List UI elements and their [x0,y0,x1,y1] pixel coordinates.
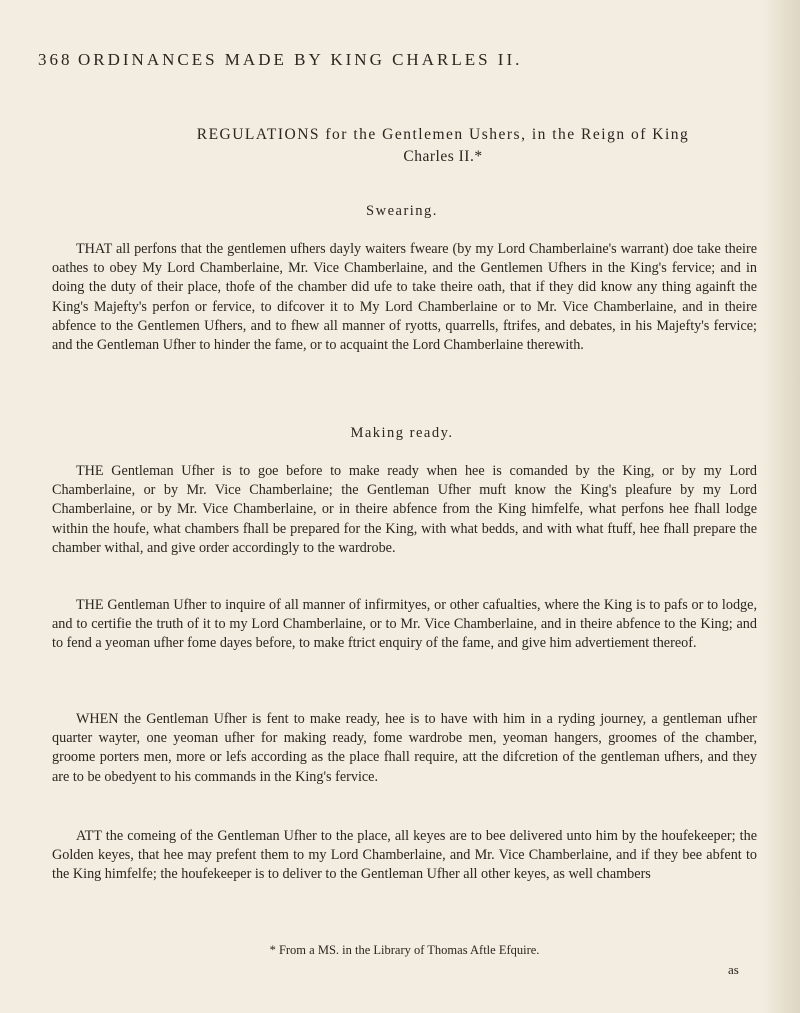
paragraph-making-ready-2: THE Gentleman Ufher to inquire of all manner of infirmityes, or other cafualties, where the King is to pafs or to lodge, and to certifie the truth of it to my Lord Chamberlaine, or to Mr. Vice Chamberlaine, and in theire abfence to the King; and to fend a yeoman ufher fome dayes before, to make ftrict enquiry of the fame, and give him advertiement thereof. [52,597,757,652]
section-heading-making-ready: Making ready. [350,425,454,441]
paragraph-making-ready-4: ATT the comeing of the Gentleman Ufher to the place, all keyes are to bee delivered unto him by the houfekeeper; the Golden keyes, that hee may prefent them to my Lord Chamberlaine, and Mr. Vice Chamberlaine, and if they bee abfent to the King himfelfe; the houfekeeper is to deliver to the Gentleman Ufher all other keyes, as well chambers [52,828,757,883]
title-line-2: Charles II.* [403,148,483,165]
catchword: as [728,962,739,977]
section-heading-swearing: Swearing. [366,203,438,219]
page-edge-shadow [762,0,800,1013]
paragraph-making-ready-1: THE Gentleman Ufher is to goe before to make ready when hee is comanded by the King, or by my Lord Chamberlaine, or by Mr. Vice Chamberlaine; the Gentleman Ufher muft know the King's pleafure by my Lord Chamberlaine, or by Mr. Vice Chamberlaine, or in theire abfence from the King himfelfe, what perfons hee fhall lodge within the houfe, what chambers fhall be prepared for the King, with what bedds, and with what ftuff, hee fhall prepare the chamber withal, and give order accordingly to the wardrobe. [52,463,757,556]
document-title [130,124,756,168]
paragraph-making-ready-3: WHEN the Gentleman Ufher is fent to make ready, hee is to have with him in a ryding journey, a gentleman ufher quarter wayter, one yeoman ufher for making ready, fome wardrobe men, yeoman hangers, groomes of the chamber, groome porters men, more or lefs according as the place fhall require, att the difcretion of the gentleman ufhers, and they are to be obedyent to his commands in the King's fervice. [52,711,757,785]
paragraph-swearing: THAT all perfons that the gentlemen ufhers dayly waiters fweare (by my Lord Chamberlaine's warrant) doe take theire oathes to obey My Lord Chamberlaine, Mr. Vice Chamberlaine, and the Gentlemen Ufhers in the King's fervice; and in doing the duty of their place, thofe of the chamber did ufe to take theire oath, that if they did know any thing againft the King's Majefty's perfon or fervice, to difcover it to My Lord Chamberlaine or to Mr. Vice Chamberlaine, and in theire abfence to the Gentlemen Ufhers, and to fhew all manner of ryotts, quarrells, ftrifes, and debates, in his Majefty's fervice; and the Gentleman Ufher to hinder the fame, or to acquaint the Lord Chamberlaine therewith. [52,241,757,354]
title-line-1: REGULATIONS for the Gentlemen Ushers, in the Reign of King [196,126,690,143]
running-title: ORDINANCES MADE BY KING CHARLES II. [78,50,523,69]
page-number: 368 [38,50,73,69]
page-header [38,50,758,78]
footnote: * From a MS. in the Library of Thomas Aftle Efquire. [269,943,540,957]
